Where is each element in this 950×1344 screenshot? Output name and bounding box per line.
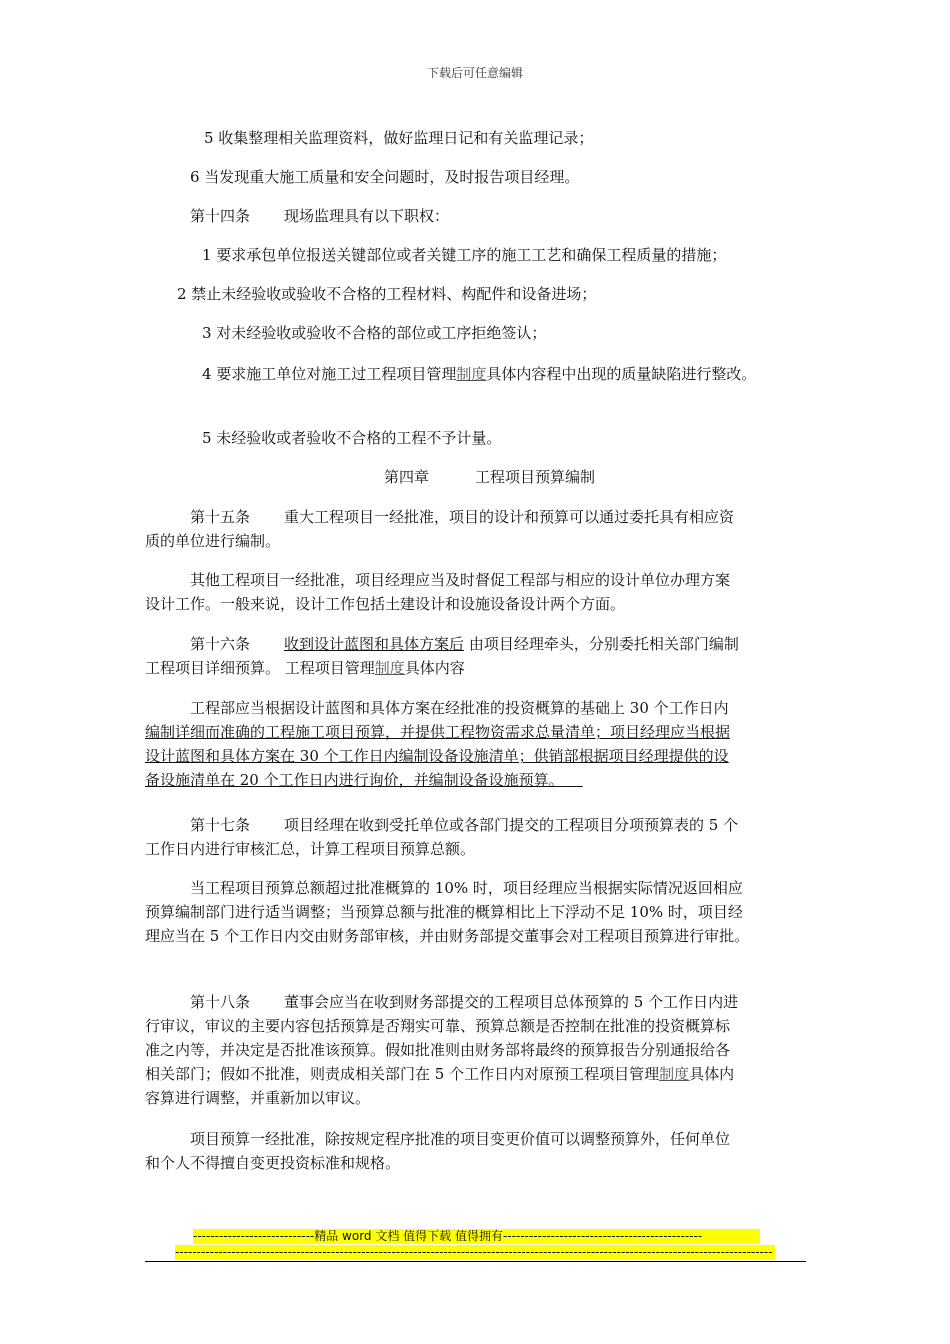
article-text: 董事会应当在收到财务部提交的工程项目总体预算的 5 个工作日内进	[284, 993, 739, 1011]
article-17	[190, 814, 738, 836]
footer-divider	[145, 1261, 806, 1262]
paragraph-line: 理应当在 5 个工作日内交由财务部审核，并由财务部提交董事会对工程项目预算进行审批。	[145, 927, 750, 945]
underlined-line	[145, 769, 583, 791]
underlined-line: 编制详细而准确的工程施工项目预算，并提供工程物资需求总量清单；项目经理应当根据	[145, 723, 731, 741]
paragraph-line	[145, 657, 465, 679]
chapter-heading	[384, 466, 595, 488]
text-segment: 工程项目详细预算。 工程项目管理	[145, 659, 375, 677]
paragraph-line: 行审议，审议的主要内容包括预算是否翔实可靠、预算总额是否控制在批准的投资概算标	[145, 1017, 731, 1035]
text-segment: 具体内容	[404, 659, 465, 677]
article-number: 第十八条	[190, 993, 251, 1011]
text-segment: 4 要求施工单位对施工过工程项目管理	[202, 365, 457, 383]
underlined-line: 设计蓝图和具体方案在 30 个工作日内编制设备设施清单；供销部根据项目经理提供的设	[145, 747, 729, 765]
paragraph-line: 质的单位进行编制。	[145, 532, 281, 550]
paragraph-line: 预算编制部门进行适当调整；当预算总额与批准的概算相比上下浮动不足 10% 时，项目经	[145, 903, 743, 921]
paragraph-line: 项目预算一经批准，除按规定程序批准的项目变更价值可以调整预算外，任何单位	[190, 1130, 731, 1148]
list-item: 5 收集整理相关监理资料，做好监理日记和有关监理记录；	[204, 129, 594, 147]
chapter-title: 工程项目预算编制	[475, 468, 596, 486]
paragraph-line: 其他工程项目一经批准，项目经理应当及时督促工程部与相应的设计单位办理方案	[190, 571, 731, 589]
article-number: 第十五条	[190, 508, 251, 526]
footer-banner-line2: ------------------------------------------------------------------------------------------------------------------------------------------	[175, 1245, 775, 1260]
article-number: 第十七条	[190, 816, 251, 834]
list-item: 1 要求承包单位报送关键部位或者关键工序的施工工艺和确保工程质量的措施；	[202, 246, 727, 264]
system-link[interactable]: 制度	[374, 659, 405, 677]
list-item: 3 对未经验收或验收不合格的部位或工序拒绝签认；	[202, 324, 547, 342]
article-text: 重大工程项目一经批准，项目的设计和预算可以通过委托具有相应资	[284, 508, 735, 526]
underlined-text: 收到设计蓝图和具体方案后	[284, 635, 465, 653]
article-number: 第十六条	[190, 635, 251, 653]
system-link[interactable]: 制度	[659, 1065, 690, 1083]
article-18	[190, 991, 738, 1013]
article-14	[190, 205, 449, 227]
article-text: 现场监理具有以下职权：	[284, 207, 450, 225]
article-16	[190, 633, 739, 655]
system-link[interactable]: 制度	[456, 365, 487, 383]
article-text: 由项目经理牵头，分别委托相关部门编制	[468, 635, 739, 653]
paragraph-line: 工作日内进行审核汇总，计算工程项目预算总额。	[145, 840, 476, 858]
list-item: 6 当发现重大施工质量和安全问题时，及时报告项目经理。	[190, 168, 580, 186]
text-segment: 相关部门；假如不批准，则责成相关部门在 5 个工作日内对原预工程项目管理	[145, 1065, 660, 1083]
text-segment: 具体内	[689, 1065, 735, 1083]
text-segment: 具体内容程中出现的质量缺陷进行整改。	[486, 365, 757, 383]
page-header: 下载后可任意编辑	[426, 66, 523, 80]
article-15	[190, 506, 734, 528]
paragraph-line: 准之内等，并决定是否批准该预算。假如批准则由财务部将最终的预算报告分别通报给各	[145, 1041, 731, 1059]
list-item	[202, 363, 756, 385]
paragraph-line: 设计工作。一般来说，设计工作包括土建设计和设施设备设计两个方面。	[145, 595, 626, 613]
paragraph-line: 工程部应当根据设计蓝图和具体方案在经批准的投资概算的基础上 30 个工作日内	[190, 699, 729, 717]
article-number: 第十四条	[190, 207, 251, 225]
footer-banner-line1: ----------------------------精品 word 文档 值得下载 值得拥有----------------------------------------------	[193, 1229, 760, 1244]
list-item: 5 未经验收或者验收不合格的工程不予计量。	[202, 429, 502, 447]
text-segment: 备设施清单在 20 个工作日内进行询价，并编制设备设施预算。	[145, 771, 564, 789]
paragraph-line	[145, 1063, 734, 1085]
paragraph-line: 当工程项目预算总额超过批准概算的 10% 时，项目经理应当根据实际情况返回相应	[190, 879, 743, 897]
chapter-number: 第四章	[384, 468, 430, 486]
paragraph-line: 和个人不得擅自变更投资标准和规格。	[145, 1154, 401, 1172]
paragraph-line: 容算进行调整，并重新加以审议。	[145, 1089, 371, 1107]
article-text: 项目经理在收到受托单位或各部门提交的工程项目分项预算表的 5 个	[284, 816, 739, 834]
list-item: 2 禁止未经验收或验收不合格的工程材料、构配件和设备进场；	[177, 285, 597, 303]
